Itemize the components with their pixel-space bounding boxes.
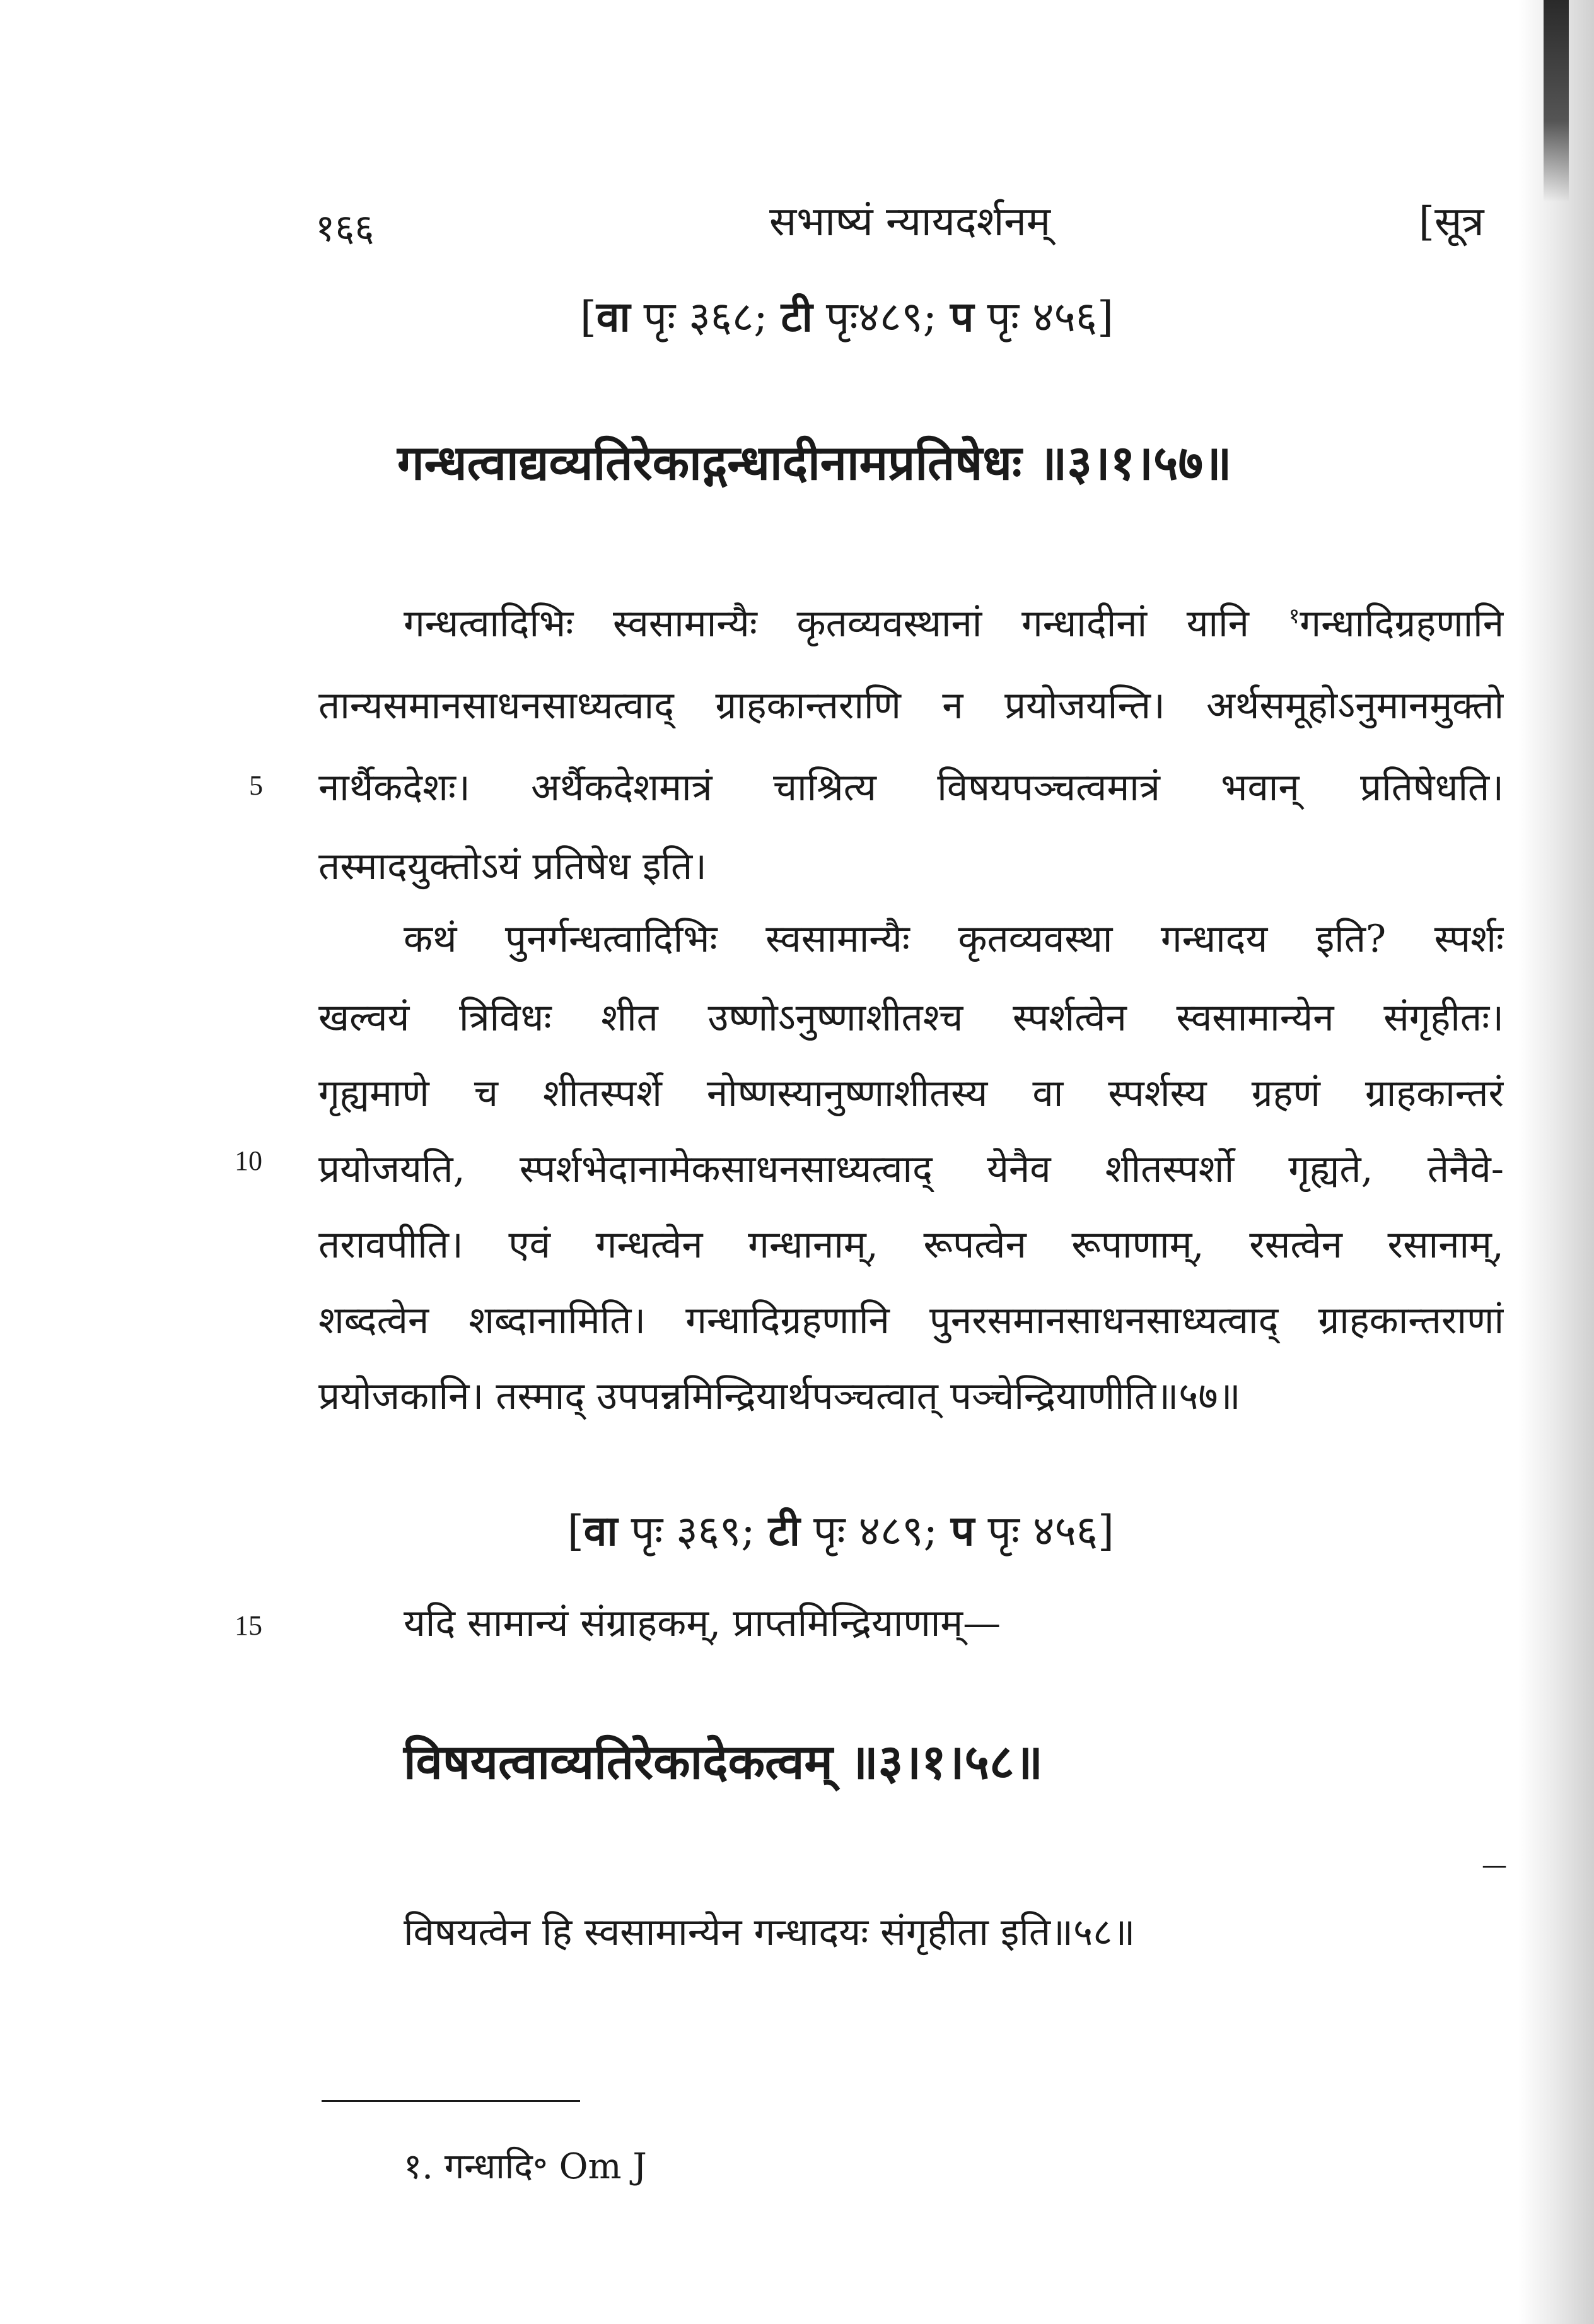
- para2-line3: गृह्यमाणे च शीतस्पर्शे नोष्णस्यानुष्णाशीतस्य वा स्पर्शस्य ग्रहणं ग्राहकान्तरं: [318, 1071, 1504, 1116]
- para1-line1: [404, 596, 1504, 646]
- ref-va-page: पृः ३६८;: [630, 293, 781, 341]
- ref-ti-page: पृः ४८९;: [800, 1507, 951, 1555]
- line-number-5: 5: [249, 770, 263, 801]
- line-number-15: 15: [235, 1610, 262, 1641]
- para3-line1: विषयत्वेन हि स्वसामान्येन गन्धादयः संगृहीता इति॥५८॥: [404, 1910, 1136, 1954]
- sutra-58: विषयत्वाव्यतिरेकादेकत्वम् ॥३।१।५८॥: [404, 1734, 1044, 1790]
- scan-edge-dark: [1544, 0, 1569, 202]
- footnote-rule: [322, 2100, 580, 2102]
- ref-va: वा: [583, 1506, 618, 1555]
- para1-line3: नार्थैकदेशः। अर्थैकदेशमात्रं चाश्रित्य विषयपञ्चत्वमात्रं भवान् प्रतिषेधति।: [318, 766, 1504, 810]
- ref-pa: प: [950, 292, 974, 341]
- ref-va-page: पृः ३६९;: [617, 1507, 769, 1555]
- para2-line1: कथं पुनर्गन्धत्वादिभिः स्वसामान्यैः कृतव्यवस्था गन्धादय इति? स्पर्शः: [404, 917, 1504, 961]
- ref-open: [: [567, 1507, 584, 1555]
- reference-line-1: [580, 287, 1114, 344]
- margin-mark: —: [1482, 1851, 1507, 1880]
- scan-edge-shadow: [1518, 0, 1594, 2324]
- para2-line5: तरावपीति। एवं गन्धत्वेन गन्धानाम्, रूपत्वेन रूपाणाम्, रसत्वेन रसानाम्,: [318, 1223, 1504, 1267]
- ref-ti: टी: [768, 1506, 800, 1555]
- para1-line4: तस्मादयुक्तोऽयं प्रतिषेध इति।: [318, 844, 707, 889]
- intro-line: यदि सामान्यं संग्राहकम्, प्राप्तमिन्द्रियाणाम्—: [404, 1601, 1001, 1645]
- ref-pa-page: पृः ४५६]: [974, 293, 1114, 341]
- ref-va: वा: [596, 292, 631, 341]
- para1-line1-text: गन्धत्वादिभिः स्वसामान्यैः कृतव्यवस्थानां गन्धादीनां यानि: [404, 602, 1289, 646]
- footnote-text: १. गन्धादि॰ Om J: [404, 2146, 647, 2187]
- ref-pa: प: [950, 1506, 975, 1555]
- ref-ti: टी: [781, 292, 813, 341]
- para2-line7: प्रयोजकानि। तस्माद् उपपन्नमिन्द्रियार्थपञ्चत्वात् पञ्चेन्द्रियाणीति॥५७॥: [318, 1374, 1241, 1418]
- ref-pa-page: पृः ४५६]: [974, 1507, 1114, 1555]
- para1-line2: तान्यसमानसाधनसाध्यत्वाद् ग्राहकान्तराणि न प्रयोजयन्ति। अर्थसमूहोऽनुमानमुक्तो: [318, 684, 1504, 728]
- page-number: १६६: [315, 206, 375, 250]
- para1-line1-text-b: गन्धादिग्रहणानि: [1300, 602, 1504, 646]
- reference-line-2: [567, 1501, 1114, 1558]
- ref-ti-page: पृः४८९;: [812, 293, 950, 341]
- footnote-marker: १: [1288, 604, 1300, 629]
- running-title: सभाष्यं न्यायदर्शनम्: [769, 199, 1051, 245]
- section-mark: [सूत्र: [1419, 199, 1484, 245]
- line-number-10: 10: [235, 1145, 262, 1176]
- para2-line6: शब्दत्वेन शब्दानामिति। गन्धादिग्रहणानि पुनरसमानसाधनसाध्यत्वाद् ग्राहकान्तराणां: [318, 1299, 1504, 1343]
- para2-line4: प्रयोजयति, स्पर्शभेदानामेकसाधनसाध्यत्वाद् येनैव शीतस्पर्शो गृह्यते, तेनैवे-: [318, 1147, 1504, 1191]
- para2-line2: खल्वयं त्रिविधः शीत उष्णोऽनुष्णाशीतश्च स्पर्शत्वेन स्वसामान्येन संगृहीतः।: [318, 996, 1504, 1040]
- ref-open: [: [580, 293, 596, 341]
- sutra-57: गन्धत्वाद्यव्यतिरेकाद्गन्धादीनामप्रतिषेधः ॥३।१।५७॥: [397, 435, 1232, 491]
